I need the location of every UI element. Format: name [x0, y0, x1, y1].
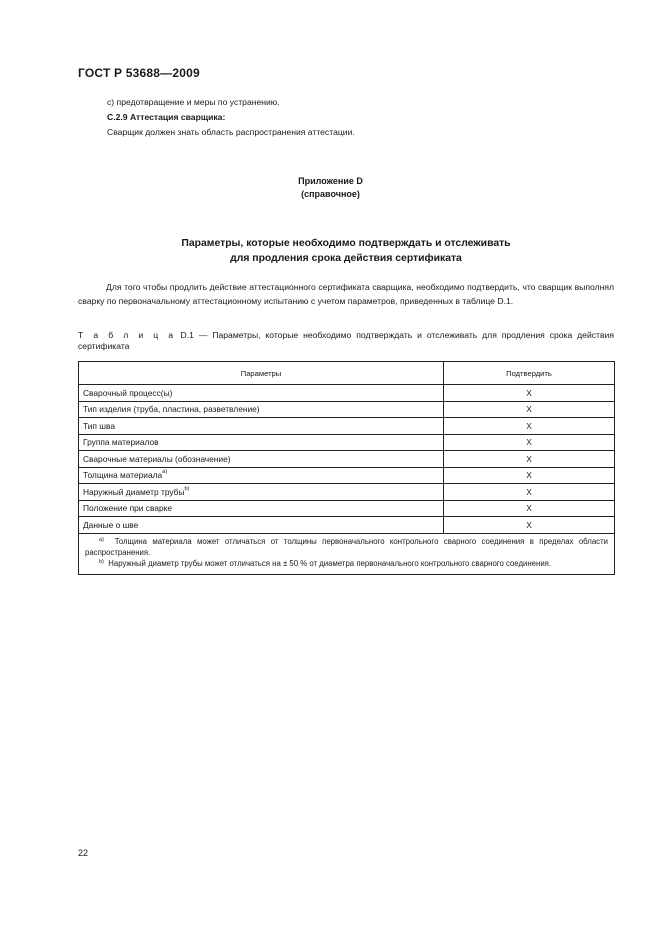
note-a-mark: a) [99, 536, 104, 543]
appendix-kind: (справочное) [301, 189, 360, 199]
parameter-name: Положение при сварке [83, 503, 173, 514]
note-a [85, 536, 608, 559]
note-b-mark: b) [99, 559, 104, 566]
parameter-cell [79, 401, 444, 418]
table-notes [79, 533, 615, 574]
confirm-cell: X [444, 401, 615, 418]
parameter-cell [79, 451, 444, 468]
footnote-mark: a) [162, 469, 168, 476]
parameter-name: Сварочный процесс(ы) [83, 387, 173, 398]
table-row [79, 517, 615, 534]
parameter-cell [79, 517, 444, 534]
appendix-heading [0, 175, 661, 201]
parameter-name: Тип шва [83, 420, 116, 431]
parameter-cell [79, 434, 444, 451]
parameter-name: Сварочные материалы (обозначение) [83, 453, 231, 464]
parameter-cell [79, 467, 444, 484]
table-row [79, 500, 615, 517]
table-row [79, 434, 615, 451]
appendix-label: Приложение D [298, 176, 363, 186]
section-number: C.2.9 [107, 112, 128, 122]
table-caption-text: D.1 — Параметры, которые необходимо подтверждать и отслеживать для продления срока действия сертификата [78, 330, 615, 351]
document-header: ГОСТ Р 53688—2009 [78, 66, 200, 80]
parameters-table [78, 361, 615, 575]
table-body [79, 385, 615, 534]
appendix-title-line-2: для продления срока действия сертификата [230, 253, 462, 264]
parameter-name: Толщина материала [83, 470, 163, 481]
table-notes-row [79, 533, 615, 574]
table-caption-prefix: Т а б л и ц а [78, 330, 176, 340]
table-row [79, 401, 615, 418]
table-row [79, 451, 615, 468]
appendix-title [78, 236, 614, 266]
table-row [79, 467, 615, 484]
column-header-parameters: Параметры [79, 362, 444, 385]
confirm-cell: X [444, 467, 615, 484]
footnote-mark: b) [184, 485, 190, 492]
note-a-text: Толщина материала может отличаться от толщины первоначального контрольного сварного соединения в пределах области распространения. [85, 536, 608, 557]
parameter-name: Данные о шве [83, 519, 139, 530]
confirm-cell: X [444, 517, 615, 534]
note-b [85, 558, 608, 569]
appendix-title-line-1: Параметры, которые необходимо подтверждать и отслеживать [181, 238, 511, 249]
section-heading [107, 110, 225, 124]
section-title: Аттестация сварщика: [129, 112, 226, 122]
parameter-name: Группа материалов [83, 437, 159, 448]
table-header-row [79, 362, 615, 385]
confirm-cell: X [444, 484, 615, 501]
parameter-cell [79, 385, 444, 402]
parameter-cell [79, 484, 444, 501]
confirm-cell: X [444, 500, 615, 517]
column-header-confirm: Подтвердить [444, 362, 615, 385]
table-row [79, 385, 615, 402]
parameter-cell [79, 500, 444, 517]
confirm-cell: X [444, 434, 615, 451]
table-caption [78, 330, 614, 352]
note-b-text: Наружный диаметр трубы может отличаться на ± 50 % от диаметра первоначального контрольного сварного соединения. [108, 559, 552, 569]
confirm-cell: X [444, 418, 615, 435]
parameter-name: Тип изделия (труба, пластина, разветвление) [83, 404, 260, 415]
parameter-cell [79, 418, 444, 435]
confirm-cell: X [444, 451, 615, 468]
table-row [79, 484, 615, 501]
confirm-cell: X [444, 385, 615, 402]
list-item-c: c) предотвращение и меры по устранению. [107, 97, 280, 107]
table-row [79, 418, 615, 435]
page-number: 22 [78, 848, 89, 858]
parameter-name: Наружный диаметр трубы [83, 486, 185, 497]
appendix-paragraph: Для того чтобы продлить действие аттестационного сертификата сварщика, необходимо подтвердить, что сварщик выполнял сварку по первоначальному аттестационному испытанию с учетом параметров, приведенных в таблице D.1. [78, 282, 614, 306]
section-text: Сварщик должен знать область распространения аттестации. [107, 127, 355, 137]
